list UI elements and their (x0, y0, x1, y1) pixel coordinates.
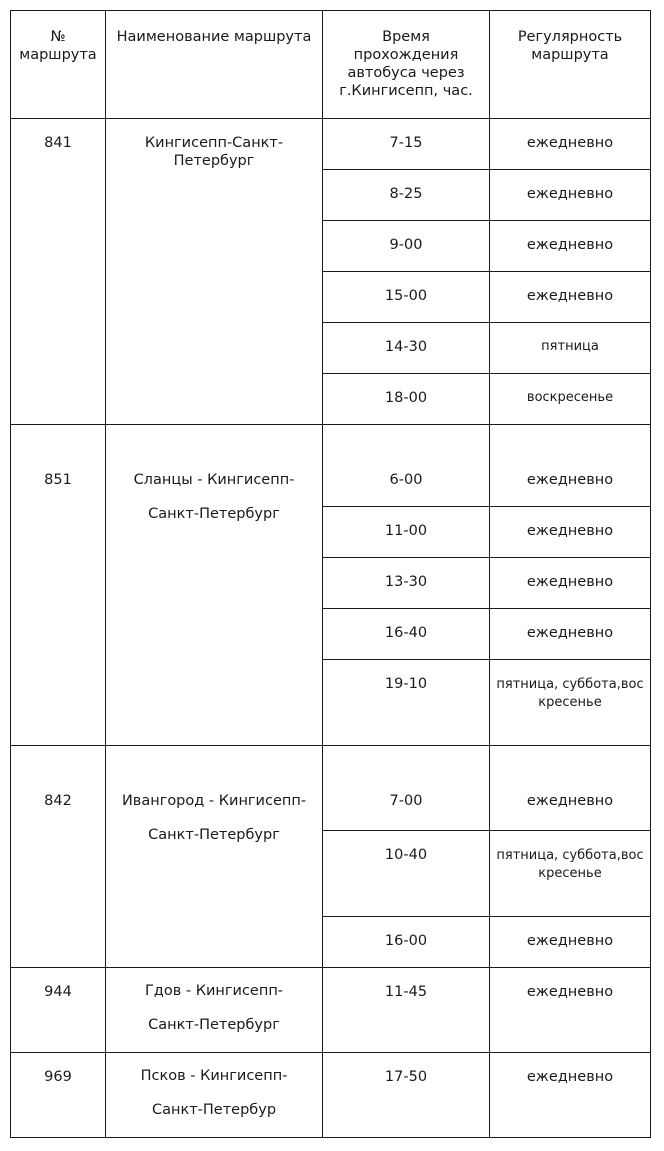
time-value: 13-30 (384, 574, 428, 590)
route-name (106, 1053, 322, 1127)
route-name-cell (106, 119, 323, 425)
table-row (11, 968, 651, 1053)
time-cell (323, 1053, 490, 1138)
time-cell (323, 609, 490, 660)
time-cell (323, 374, 490, 425)
regularity-cell (490, 323, 651, 374)
regularity-value: ежедневно (526, 793, 614, 809)
time-cell (323, 968, 490, 1053)
header-route-number: № маршрута (11, 11, 106, 119)
regularity-cell (490, 831, 651, 917)
header-row (11, 11, 651, 119)
route-name-line-2: Санкт-Петербур (151, 1102, 277, 1118)
regularity-value: ежедневно (526, 288, 614, 304)
time-value: 7-15 (389, 135, 423, 151)
time-cell (323, 507, 490, 558)
table-row (11, 425, 651, 507)
route-name-cell (106, 968, 323, 1053)
route-name (106, 746, 322, 852)
time-value: 11-00 (384, 523, 428, 539)
time-cell (323, 831, 490, 917)
route-number: 851 (44, 472, 72, 488)
regularity-value: ежедневно (526, 523, 614, 539)
header-regularity: Регулярность маршрута (490, 11, 651, 119)
regularity-cell (490, 272, 651, 323)
regularity-value: ежедневно (526, 472, 614, 488)
time-value: 15-00 (384, 288, 428, 304)
route-number-cell (11, 119, 106, 425)
time-value: 16-00 (384, 933, 428, 949)
route-name: Кингисепп-Санкт-Петербург (144, 135, 284, 169)
regularity-cell (490, 374, 651, 425)
route-name (106, 968, 322, 1042)
route-name-cell (106, 746, 323, 968)
route-number-cell (11, 1053, 106, 1138)
time-cell (323, 746, 490, 831)
time-cell (323, 272, 490, 323)
regularity-cell (490, 968, 651, 1053)
time-cell (323, 425, 490, 507)
regularity-value: пятница, суббота,воскресенье (496, 848, 644, 881)
route-name-line-1: Гдов - Кингисепп- (144, 983, 284, 999)
regularity-cell (490, 425, 651, 507)
route-name-line-2: Санкт-Петербург (148, 506, 280, 522)
regularity-value: ежедневно (526, 1069, 614, 1085)
regularity-value: ежедневно (526, 237, 614, 253)
time-value: 11-45 (384, 984, 428, 1000)
header-time: Время прохождения автобуса через г.Кингисепп, час. (323, 11, 490, 119)
time-cell (323, 917, 490, 968)
regularity-cell (490, 558, 651, 609)
regularity-value: ежедневно (526, 984, 614, 1000)
regularity-cell (490, 507, 651, 558)
regularity-cell (490, 609, 651, 660)
table-row (11, 1053, 651, 1138)
time-value: 17-50 (384, 1069, 428, 1085)
time-cell (323, 660, 490, 746)
regularity-value: пятница, суббота,воскресенье (496, 677, 644, 710)
time-cell (323, 170, 490, 221)
route-name-line-1: Сланцы - Кингисепп- (133, 472, 295, 488)
time-value: 7-00 (389, 793, 423, 809)
time-cell (323, 323, 490, 374)
route-name-line-2: Санкт-Петербург (148, 827, 280, 843)
time-cell (323, 221, 490, 272)
route-number: 944 (44, 984, 72, 1000)
route-name-line-2: Санкт-Петербург (148, 1017, 280, 1033)
time-value: 14-30 (384, 339, 428, 355)
header-route-name: Наименование маршрута (106, 11, 323, 119)
time-value: 9-00 (389, 237, 423, 253)
bus-schedule-table (10, 10, 651, 1138)
route-name-cell (106, 1053, 323, 1138)
regularity-value: ежедневно (526, 933, 614, 949)
route-number: 842 (44, 793, 72, 809)
regularity-cell (490, 1053, 651, 1138)
regularity-cell (490, 660, 651, 746)
time-value: 10-40 (384, 847, 428, 863)
time-value: 18-00 (384, 390, 428, 406)
time-value: 16-40 (384, 625, 428, 641)
regularity-cell (490, 917, 651, 968)
route-number-cell (11, 425, 106, 746)
regularity-value: ежедневно (526, 625, 614, 641)
time-value: 8-25 (389, 186, 423, 202)
route-name-line-1: Псков - Кингисепп- (140, 1068, 288, 1084)
route-number-cell (11, 968, 106, 1053)
route-number: 969 (44, 1069, 72, 1085)
time-cell (323, 119, 490, 170)
route-name-line-1: Ивангород - Кингисепп- (121, 793, 307, 809)
regularity-cell (490, 170, 651, 221)
regularity-value: ежедневно (526, 574, 614, 590)
table-row (11, 746, 651, 831)
table-row (11, 119, 651, 170)
time-value: 6-00 (389, 472, 423, 488)
time-value: 19-10 (384, 676, 428, 692)
regularity-value: ежедневно (526, 135, 614, 151)
regularity-cell (490, 221, 651, 272)
route-name-cell (106, 425, 323, 746)
route-number: 841 (44, 135, 72, 151)
time-cell (323, 558, 490, 609)
regularity-cell (490, 119, 651, 170)
route-number-cell (11, 746, 106, 968)
regularity-cell (490, 746, 651, 831)
regularity-value: ежедневно (526, 186, 614, 202)
regularity-value: воскресенье (526, 390, 614, 405)
regularity-value: пятница (541, 339, 599, 354)
route-name (106, 425, 322, 531)
